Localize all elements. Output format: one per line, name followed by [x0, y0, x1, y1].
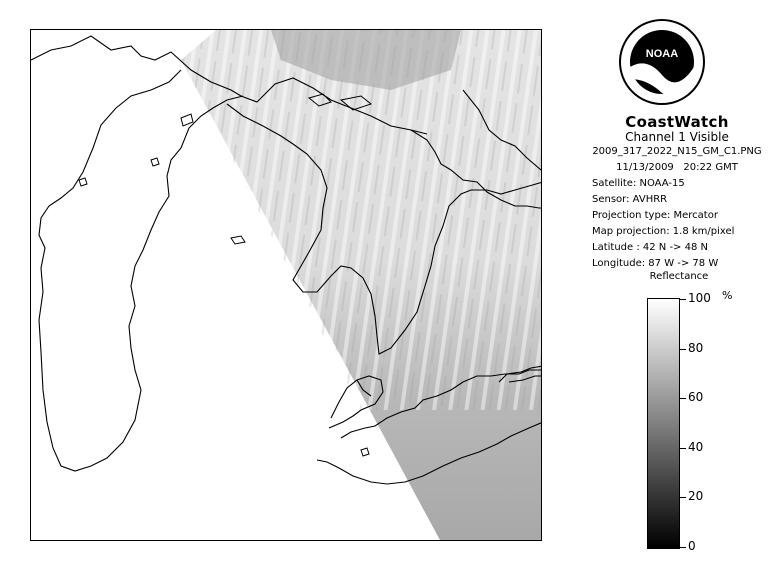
reflectance-colorbar [647, 298, 680, 549]
colorbar-label-40: 40 [688, 440, 704, 454]
island [151, 158, 159, 166]
date-time [572, 162, 782, 173]
colorbar-title: Reflectance [649, 271, 709, 282]
colorbar-label-20: 20 [688, 489, 704, 503]
meta-projection-type: Projection type: Mercator [592, 210, 718, 221]
file-name: 2009_317_2022_N15_GM_C1.PNG [592, 146, 762, 157]
lake-michigan-outline [39, 70, 243, 471]
colorbar-label-100: 100 [688, 291, 711, 305]
colorbar-label-80: 80 [688, 341, 704, 355]
colorbar-label-60: 60 [688, 390, 704, 404]
brand-title: CoastWatch [625, 113, 729, 131]
satellite-map [30, 29, 542, 541]
logo-text: NOAA [645, 48, 679, 60]
colorbar-tick [680, 497, 686, 498]
meta-satellite: Satellite: NOAA-15 [592, 178, 685, 189]
colorbar-label-0: 0 [688, 539, 696, 553]
map-svg [31, 30, 542, 541]
colorbar-tick [680, 349, 686, 350]
colorbar-unit: % [722, 289, 733, 302]
island [231, 236, 245, 244]
cloud-streaks [181, 30, 542, 410]
colorbar-tick [680, 299, 686, 300]
colorbar-tick [680, 547, 686, 548]
island [181, 114, 193, 126]
channel-title: Channel 1 Visible [625, 130, 729, 144]
meta-latitude: Latitude : 42 N -> 48 N [592, 242, 708, 253]
meta-sensor: Sensor: AVHRR [592, 194, 668, 205]
island [79, 178, 87, 186]
noaa-logo-icon [617, 17, 707, 107]
island [361, 448, 369, 456]
colorbar-tick [680, 398, 686, 399]
colorbar-tick [680, 448, 686, 449]
meta-map-projection: Map projection: 1.8 km/pixel [592, 226, 735, 237]
meta-longitude: Longitude: 87 W -> 78 W [592, 258, 719, 269]
time-value: 20:22 GMT [683, 162, 738, 173]
date-value: 11/13/2009 [616, 162, 674, 173]
